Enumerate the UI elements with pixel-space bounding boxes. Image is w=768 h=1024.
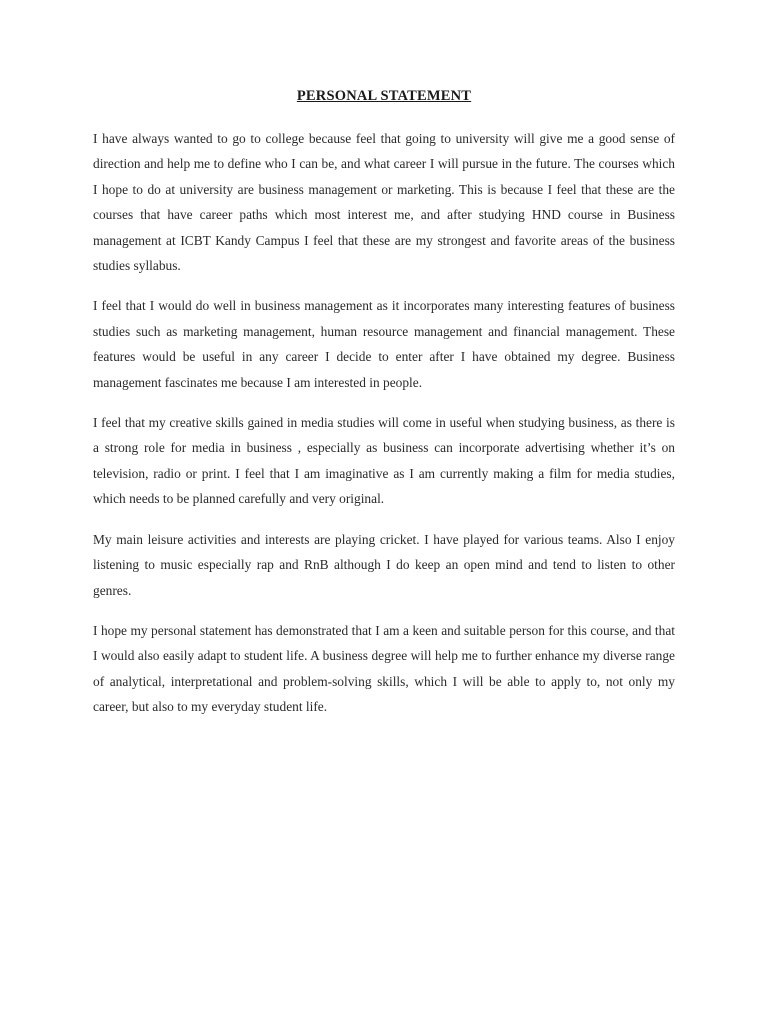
paragraph-conclusion: I hope my personal statement has demonstrated that I am a keen and suitable person for this course, and that I would also easily adapt to student life. A business degree will help me to further enhance my diverse range of analytical, interpretational and problem-solving skills, which I will be able to apply to, not only my career, but also to my everyday student life. [93, 622, 675, 715]
document-body [93, 126, 675, 735]
paragraph-college-motivation: I have always wanted to go to college because feel that going to university will give me a good sense of direction and help me to define who I can be, and what career I will pursue in the future. The courses which I hope to do at university are business management or marketing. This is because I feel that these are the courses that have career paths which most interest me, and after studying HND course in Business management at ICBT Kandy Campus I feel that these are my strongest and favorite areas of the business studies syllabus. [93, 131, 675, 274]
paragraph-leisure-activities: My main leisure activities and interests are playing cricket. I have played for various teams. Also I enjoy listening to music especially rap and RnB although I do keep an open mind and tend to listen to other genres. [93, 531, 675, 598]
document-title: PERSONAL STATEMENT [296, 88, 472, 104]
paragraph-media-skills: I feel that my creative skills gained in media studies will come in useful when studying business, as there is a strong role for media in business , especially as business can incorporate advertising whether it’s on television, radio or print. I feel that I am imaginative as I am currently making a film for media studies, which needs to be planned carefully and very original. [93, 415, 675, 507]
paragraph-business-management: I feel that I would do well in business management as it incorporates many interesting features of business studies such as marketing management, human resource management and financial management. These features would be useful in any career I decide to enter after I have obtained my degree. Business management fascinates me because I am interested in people. [93, 298, 675, 390]
